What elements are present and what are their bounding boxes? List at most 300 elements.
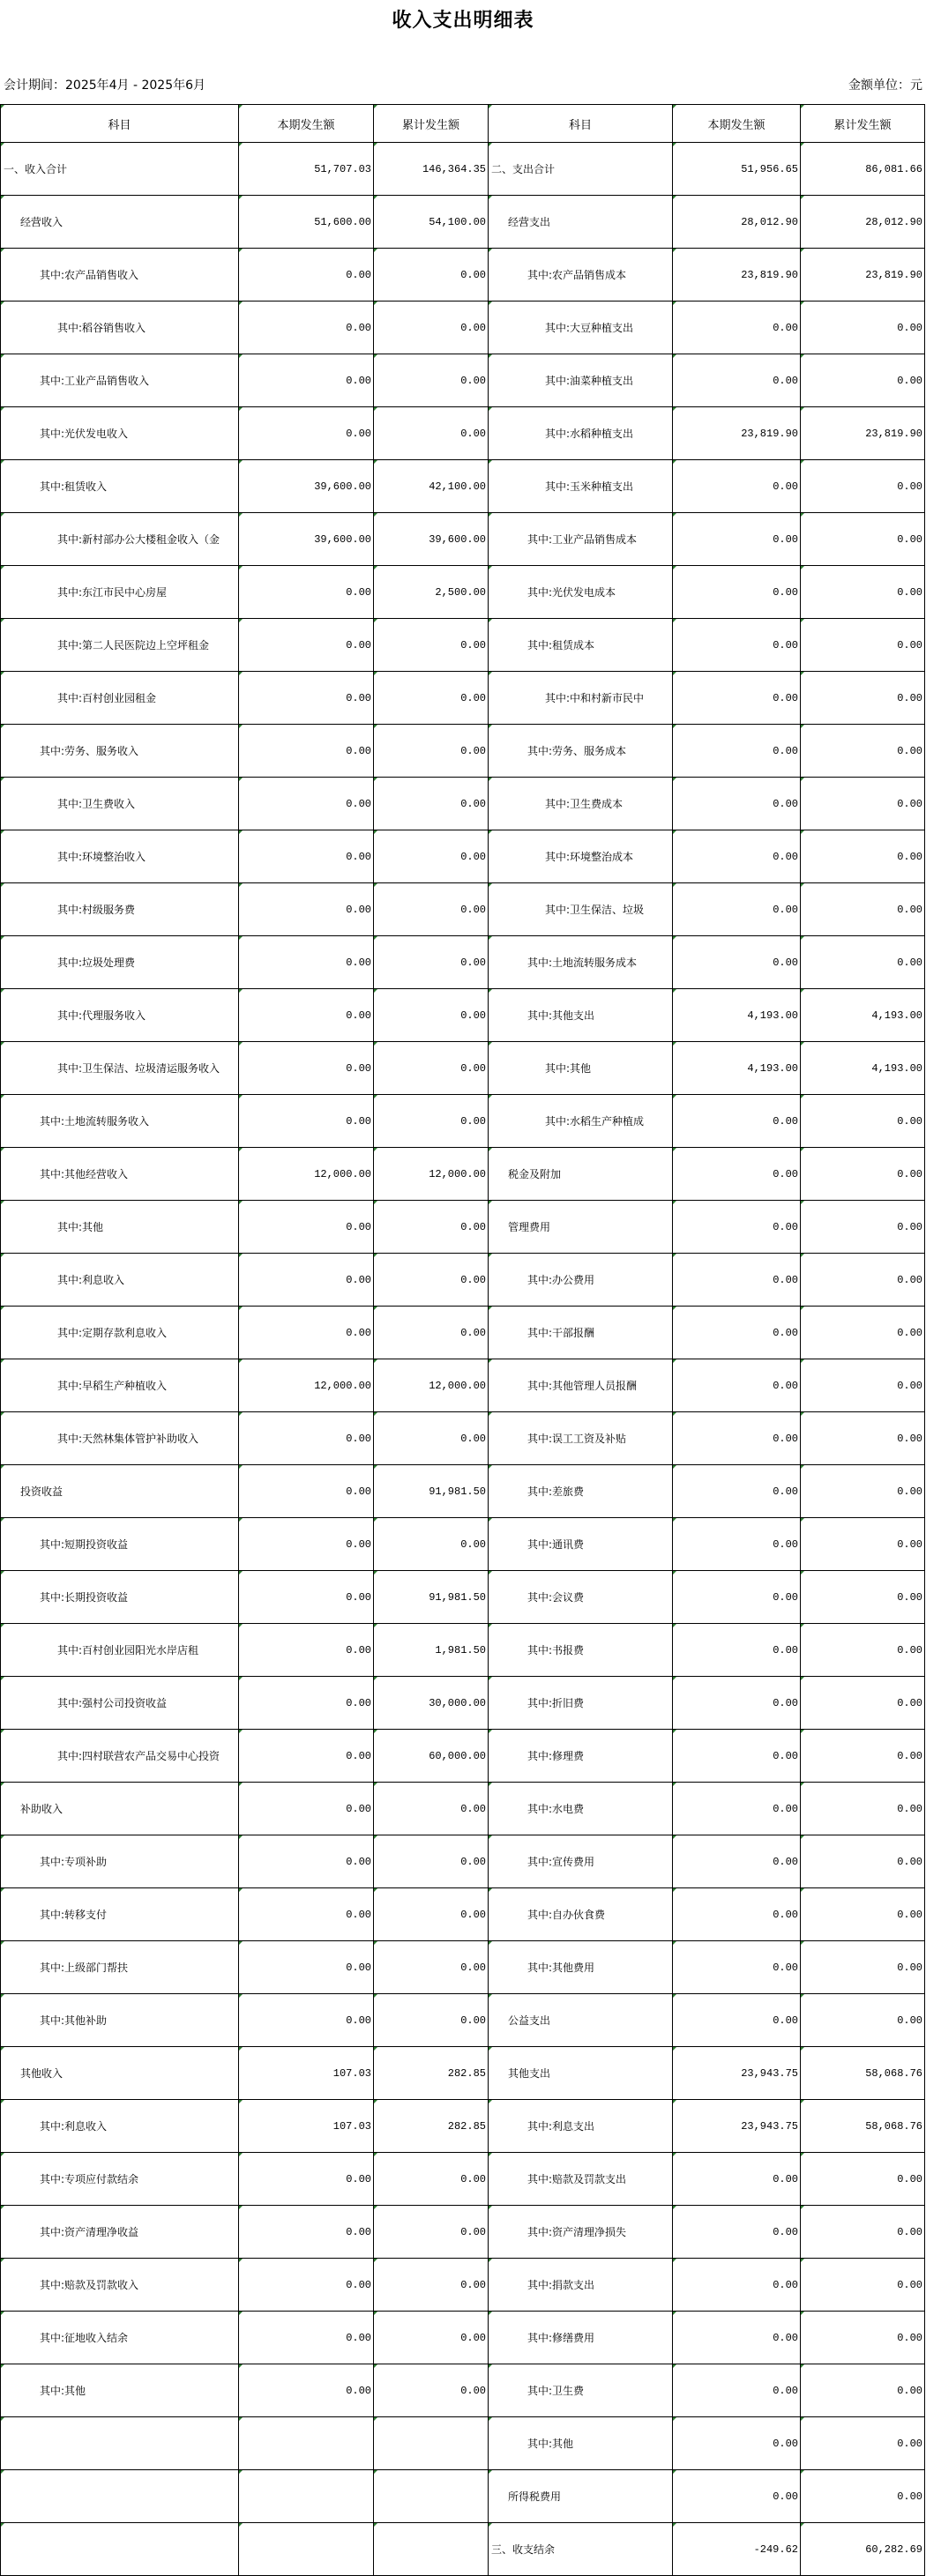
income-cumulative-cell: 0.00 <box>374 2259 489 2312</box>
income-current-cell: 0.00 <box>239 1465 374 1518</box>
income-cumulative-cell: 0.00 <box>374 2312 489 2364</box>
table-row <box>1 1888 925 1941</box>
expense-subject-cell: 公益支出 <box>489 1994 673 2047</box>
income-current-cell: 0.00 <box>239 1835 374 1888</box>
income-current-cell <box>239 2523 374 2576</box>
table-row <box>1 619 925 672</box>
expense-cumulative-cell: 0.00 <box>801 354 925 407</box>
income-subject-cell: 一、收入合计 <box>1 143 239 196</box>
expense-cumulative-cell: 0.00 <box>801 566 925 619</box>
table-row <box>1 989 925 1042</box>
income-current-cell: 0.00 <box>239 830 374 883</box>
table-row <box>1 2047 925 2100</box>
expense-cumulative-cell: 28,012.90 <box>801 196 925 249</box>
expense-subject-cell: 其中:中和村新市民中 <box>489 672 673 725</box>
expense-cumulative-cell: 86,081.66 <box>801 143 925 196</box>
header-expense-subject: 科目 <box>489 105 673 143</box>
expense-current-cell: 0.00 <box>673 1412 801 1465</box>
expense-subject-cell: 其中:修理费 <box>489 1730 673 1783</box>
income-subject-cell: 其中:早稻生产种植收入 <box>1 1359 239 1412</box>
income-cumulative-cell: 12,000.00 <box>374 1148 489 1201</box>
expense-cumulative-cell: 0.00 <box>801 1994 925 2047</box>
income-current-cell: 0.00 <box>239 778 374 830</box>
income-subject-cell: 其中:租赁收入 <box>1 460 239 513</box>
income-cumulative-cell: 0.00 <box>374 1307 489 1359</box>
income-current-cell: 0.00 <box>239 1095 374 1148</box>
expense-current-cell: 23,943.75 <box>673 2047 801 2100</box>
income-subject-cell: 投资收益 <box>1 1465 239 1518</box>
table-row <box>1 725 925 778</box>
expense-subject-cell: 经营支出 <box>489 196 673 249</box>
expense-cumulative-cell: 0.00 <box>801 2206 925 2259</box>
expense-cumulative-cell: 58,068.76 <box>801 2100 925 2153</box>
expense-current-cell: 0.00 <box>673 1835 801 1888</box>
table-row <box>1 196 925 249</box>
expense-subject-cell: 其中:其他 <box>489 2417 673 2470</box>
expense-current-cell: 0.00 <box>673 2417 801 2470</box>
income-subject-cell: 其中:劳务、服务收入 <box>1 725 239 778</box>
expense-cumulative-cell: 0.00 <box>801 672 925 725</box>
income-subject-cell: 其中:专项补助 <box>1 1835 239 1888</box>
expense-subject-cell: 其中:环境整治成本 <box>489 830 673 883</box>
income-current-cell: 0.00 <box>239 883 374 936</box>
income-cumulative-cell: 0.00 <box>374 778 489 830</box>
expense-subject-cell: 其中:通讯费 <box>489 1518 673 1571</box>
expense-subject-cell: 管理费用 <box>489 1201 673 1254</box>
income-subject-cell: 其中:赔款及罚款收入 <box>1 2259 239 2312</box>
income-subject-cell: 其中:四村联营农产品交易中心投资 <box>1 1730 239 1783</box>
income-current-cell: 0.00 <box>239 672 374 725</box>
table-row <box>1 513 925 566</box>
income-current-cell: 0.00 <box>239 1677 374 1730</box>
income-current-cell: 12,000.00 <box>239 1148 374 1201</box>
expense-subject-cell: 其中:工业产品销售成本 <box>489 513 673 566</box>
expense-cumulative-cell: 23,819.90 <box>801 407 925 460</box>
expense-subject-cell: 其中:利息支出 <box>489 2100 673 2153</box>
income-subject-cell: 其中:专项应付款结余 <box>1 2153 239 2206</box>
table-row <box>1 2470 925 2523</box>
expense-cumulative-cell: 0.00 <box>801 460 925 513</box>
expense-subject-cell: 其中:资产清理净损失 <box>489 2206 673 2259</box>
income-cumulative-cell: 146,364.35 <box>374 143 489 196</box>
income-current-cell: 0.00 <box>239 1307 374 1359</box>
income-subject-cell: 其中:村级服务费 <box>1 883 239 936</box>
income-cumulative-cell: 0.00 <box>374 249 489 302</box>
income-cumulative-cell: 0.00 <box>374 672 489 725</box>
income-current-cell: 0.00 <box>239 1994 374 2047</box>
income-subject-cell: 其中:代理服务收入 <box>1 989 239 1042</box>
expense-subject-cell: 其中:赔款及罚款支出 <box>489 2153 673 2206</box>
expense-current-cell: 0.00 <box>673 460 801 513</box>
income-subject-cell: 其中:百村创业园阳光水岸店租 <box>1 1624 239 1677</box>
currency-unit: 金额单位：元 <box>848 78 922 93</box>
expense-cumulative-cell: 0.00 <box>801 2417 925 2470</box>
expense-current-cell: 0.00 <box>673 513 801 566</box>
income-subject-cell: 其中:强村公司投资收益 <box>1 1677 239 1730</box>
expense-current-cell: 0.00 <box>673 830 801 883</box>
table-row <box>1 1201 925 1254</box>
income-cumulative-cell: 60,000.00 <box>374 1730 489 1783</box>
income-current-cell: 0.00 <box>239 1888 374 1941</box>
expense-subject-cell: 所得税费用 <box>489 2470 673 2523</box>
expense-current-cell: 0.00 <box>673 1254 801 1307</box>
income-current-cell: 0.00 <box>239 1730 374 1783</box>
expense-current-cell: 0.00 <box>673 1518 801 1571</box>
income-current-cell: 0.00 <box>239 1201 374 1254</box>
income-cumulative-cell: 0.00 <box>374 1095 489 1148</box>
table-row <box>1 2523 925 2576</box>
expense-subject-cell: 其中:卫生保洁、垃圾 <box>489 883 673 936</box>
income-current-cell: 0.00 <box>239 1042 374 1095</box>
expense-cumulative-cell: 0.00 <box>801 1571 925 1624</box>
expense-cumulative-cell: 0.00 <box>801 725 925 778</box>
expense-cumulative-cell: 0.00 <box>801 1730 925 1783</box>
income-cumulative-cell: 12,000.00 <box>374 1359 489 1412</box>
income-current-cell: 39,600.00 <box>239 513 374 566</box>
income-subject-cell: 其中:利息收入 <box>1 2100 239 2153</box>
expense-current-cell: 0.00 <box>673 1624 801 1677</box>
expense-subject-cell: 其中:其他 <box>489 1042 673 1095</box>
income-cumulative-cell: 0.00 <box>374 1835 489 1888</box>
expense-subject-cell: 其中:干部报酬 <box>489 1307 673 1359</box>
expense-current-cell: 0.00 <box>673 778 801 830</box>
income-current-cell: 0.00 <box>239 2153 374 2206</box>
income-subject-cell: 其中:天然林集体管护补助收入 <box>1 1412 239 1465</box>
income-cumulative-cell: 0.00 <box>374 1888 489 1941</box>
income-current-cell: 0.00 <box>239 2259 374 2312</box>
expense-cumulative-cell: 0.00 <box>801 1095 925 1148</box>
table-row <box>1 1994 925 2047</box>
expense-subject-cell: 其中:卫生费成本 <box>489 778 673 830</box>
expense-cumulative-cell: 0.00 <box>801 1148 925 1201</box>
income-subject-cell: 其中:光伏发电收入 <box>1 407 239 460</box>
income-subject-cell: 其中:工业产品销售收入 <box>1 354 239 407</box>
expense-subject-cell: 其中:土地流转服务成本 <box>489 936 673 989</box>
income-current-cell: 0.00 <box>239 1254 374 1307</box>
expense-cumulative-cell: 0.00 <box>801 2153 925 2206</box>
expense-cumulative-cell: 0.00 <box>801 1201 925 1254</box>
income-expense-table <box>0 104 925 2576</box>
expense-current-cell: 0.00 <box>673 672 801 725</box>
table-row <box>1 1307 925 1359</box>
income-cumulative-cell: 0.00 <box>374 830 489 883</box>
table-row <box>1 1571 925 1624</box>
expense-cumulative-cell: 0.00 <box>801 1254 925 1307</box>
income-current-cell <box>239 2470 374 2523</box>
expense-current-cell: 23,943.75 <box>673 2100 801 2153</box>
income-cumulative-cell <box>374 2470 489 2523</box>
expense-current-cell: 0.00 <box>673 2364 801 2417</box>
expense-current-cell: 0.00 <box>673 2312 801 2364</box>
income-current-cell: 0.00 <box>239 2312 374 2364</box>
expense-current-cell: 28,012.90 <box>673 196 801 249</box>
income-current-cell: 0.00 <box>239 2206 374 2259</box>
table-row <box>1 354 925 407</box>
income-subject-cell: 其中:定期存款利息收入 <box>1 1307 239 1359</box>
income-subject-cell <box>1 2523 239 2576</box>
expense-subject-cell: 其中:书报费 <box>489 1624 673 1677</box>
expense-subject-cell: 其中:其他费用 <box>489 1941 673 1994</box>
income-cumulative-cell <box>374 2417 489 2470</box>
income-cumulative-cell: 0.00 <box>374 302 489 354</box>
expense-current-cell: 0.00 <box>673 725 801 778</box>
income-cumulative-cell: 39,600.00 <box>374 513 489 566</box>
income-subject-cell: 其中:新村部办公大楼租金收入（金 <box>1 513 239 566</box>
expense-current-cell: 23,819.90 <box>673 249 801 302</box>
expense-cumulative-cell: 0.00 <box>801 1941 925 1994</box>
income-subject-cell <box>1 2470 239 2523</box>
expense-cumulative-cell: 0.00 <box>801 2470 925 2523</box>
expense-cumulative-cell: 4,193.00 <box>801 989 925 1042</box>
expense-subject-cell: 其中:卫生费 <box>489 2364 673 2417</box>
table-row <box>1 143 925 196</box>
expense-current-cell: 4,193.00 <box>673 989 801 1042</box>
expense-current-cell: 0.00 <box>673 1307 801 1359</box>
expense-cumulative-cell: 0.00 <box>801 1359 925 1412</box>
income-cumulative-cell: 0.00 <box>374 1941 489 1994</box>
income-current-cell: 0.00 <box>239 1571 374 1624</box>
income-cumulative-cell <box>374 2523 489 2576</box>
expense-subject-cell: 其中:油菜种植支出 <box>489 354 673 407</box>
income-subject-cell: 其中:利息收入 <box>1 1254 239 1307</box>
table-row <box>1 249 925 302</box>
table-row <box>1 672 925 725</box>
income-cumulative-cell: 0.00 <box>374 1994 489 2047</box>
income-current-cell: 0.00 <box>239 566 374 619</box>
expense-subject-cell: 其中:修缮费用 <box>489 2312 673 2364</box>
expense-cumulative-cell: 0.00 <box>801 1888 925 1941</box>
income-current-cell: 51,600.00 <box>239 196 374 249</box>
expense-current-cell: 0.00 <box>673 1148 801 1201</box>
expense-current-cell: 0.00 <box>673 566 801 619</box>
income-subject-cell <box>1 2417 239 2470</box>
expense-current-cell: 0.00 <box>673 1888 801 1941</box>
income-subject-cell: 其中:其他 <box>1 2364 239 2417</box>
expense-subject-cell: 其中:折旧费 <box>489 1677 673 1730</box>
income-subject-cell: 其中:百村创业园租金 <box>1 672 239 725</box>
expense-current-cell: 4,193.00 <box>673 1042 801 1095</box>
table-row <box>1 1359 925 1412</box>
income-subject-cell: 其中:稻谷销售收入 <box>1 302 239 354</box>
expense-cumulative-cell: 0.00 <box>801 302 925 354</box>
expense-current-cell: 0.00 <box>673 2153 801 2206</box>
income-cumulative-cell: 91,981.50 <box>374 1571 489 1624</box>
income-cumulative-cell: 0.00 <box>374 936 489 989</box>
expense-cumulative-cell: 0.00 <box>801 1783 925 1835</box>
table-row <box>1 2364 925 2417</box>
expense-cumulative-cell: 4,193.00 <box>801 1042 925 1095</box>
expense-cumulative-cell: 0.00 <box>801 1624 925 1677</box>
income-current-cell: 0.00 <box>239 1783 374 1835</box>
income-current-cell: 0.00 <box>239 1624 374 1677</box>
table-row <box>1 1465 925 1518</box>
table-row <box>1 566 925 619</box>
table-row <box>1 830 925 883</box>
table-row <box>1 2417 925 2470</box>
expense-current-cell: 0.00 <box>673 1677 801 1730</box>
expense-subject-cell: 其中:自办伙食费 <box>489 1888 673 1941</box>
expense-current-cell: 0.00 <box>673 2470 801 2523</box>
expense-current-cell: 0.00 <box>673 2259 801 2312</box>
table-row <box>1 1677 925 1730</box>
expense-subject-cell: 其中:差旅费 <box>489 1465 673 1518</box>
income-cumulative-cell: 54,100.00 <box>374 196 489 249</box>
income-current-cell: 107.03 <box>239 2047 374 2100</box>
expense-subject-cell: 其中:劳务、服务成本 <box>489 725 673 778</box>
expense-cumulative-cell: 0.00 <box>801 2312 925 2364</box>
page-title: 收入支出明细表 <box>392 10 534 32</box>
income-cumulative-cell: 1,981.50 <box>374 1624 489 1677</box>
table-row <box>1 1254 925 1307</box>
expense-cumulative-cell: 0.00 <box>801 1677 925 1730</box>
expense-current-cell: 0.00 <box>673 1201 801 1254</box>
header-expense-cumulative: 累计发生额 <box>801 105 925 143</box>
income-subject-cell: 其中:其他经营收入 <box>1 1148 239 1201</box>
income-subject-cell: 其中:第二人民医院边上空坪租金 <box>1 619 239 672</box>
income-subject-cell: 其中:短期投资收益 <box>1 1518 239 1571</box>
income-cumulative-cell: 0.00 <box>374 1783 489 1835</box>
income-subject-cell: 其中:资产清理净收益 <box>1 2206 239 2259</box>
income-cumulative-cell: 91,981.50 <box>374 1465 489 1518</box>
income-subject-cell: 其中:农产品销售收入 <box>1 249 239 302</box>
expense-current-cell: 0.00 <box>673 1783 801 1835</box>
income-cumulative-cell: 0.00 <box>374 2206 489 2259</box>
income-cumulative-cell: 2,500.00 <box>374 566 489 619</box>
expense-current-cell: 51,956.65 <box>673 143 801 196</box>
expense-subject-cell: 其中:办公费用 <box>489 1254 673 1307</box>
income-current-cell: 0.00 <box>239 989 374 1042</box>
expense-current-cell: 23,819.90 <box>673 407 801 460</box>
expense-cumulative-cell: 0.00 <box>801 1518 925 1571</box>
income-subject-cell: 其中:东江市民中心房屋 <box>1 566 239 619</box>
expense-cumulative-cell: 60,282.69 <box>801 2523 925 2576</box>
income-current-cell: 0.00 <box>239 936 374 989</box>
table-row <box>1 302 925 354</box>
income-subject-cell: 补助收入 <box>1 1783 239 1835</box>
header-income-subject: 科目 <box>1 105 239 143</box>
income-subject-cell: 其中:卫生费收入 <box>1 778 239 830</box>
expense-subject-cell: 其中:大豆种植支出 <box>489 302 673 354</box>
table-row <box>1 1095 925 1148</box>
income-current-cell: 107.03 <box>239 2100 374 2153</box>
table-row <box>1 1783 925 1835</box>
income-current-cell: 0.00 <box>239 354 374 407</box>
expense-current-cell: 0.00 <box>673 1095 801 1148</box>
income-current-cell: 0.00 <box>239 1941 374 1994</box>
table-row <box>1 407 925 460</box>
header-expense-current: 本期发生额 <box>673 105 801 143</box>
income-cumulative-cell: 0.00 <box>374 1042 489 1095</box>
income-cumulative-cell: 0.00 <box>374 883 489 936</box>
expense-current-cell: 0.00 <box>673 1359 801 1412</box>
table-row <box>1 2100 925 2153</box>
expense-cumulative-cell: 0.00 <box>801 1835 925 1888</box>
expense-subject-cell: 其中:农产品销售成本 <box>489 249 673 302</box>
income-cumulative-cell: 0.00 <box>374 2153 489 2206</box>
income-current-cell: 12,000.00 <box>239 1359 374 1412</box>
expense-current-cell: 0.00 <box>673 1465 801 1518</box>
income-subject-cell: 其中:转移支付 <box>1 1888 239 1941</box>
expense-subject-cell: 其中:其他管理人员报酬 <box>489 1359 673 1412</box>
report-meta <box>4 76 922 93</box>
income-current-cell: 0.00 <box>239 407 374 460</box>
income-cumulative-cell: 0.00 <box>374 1254 489 1307</box>
expense-current-cell: 0.00 <box>673 354 801 407</box>
header-income-cumulative: 累计发生额 <box>374 105 489 143</box>
income-subject-cell: 经营收入 <box>1 196 239 249</box>
income-current-cell: 0.00 <box>239 725 374 778</box>
table-row <box>1 1730 925 1783</box>
table-row <box>1 2206 925 2259</box>
expense-current-cell: 0.00 <box>673 619 801 672</box>
income-current-cell: 0.00 <box>239 1412 374 1465</box>
accounting-period: 会计期间：2025年4月 - 2025年6月 <box>4 78 206 93</box>
expense-subject-cell: 其中:误工工资及补贴 <box>489 1412 673 1465</box>
income-current-cell: 0.00 <box>239 619 374 672</box>
table-row <box>1 460 925 513</box>
table-body <box>1 143 925 2576</box>
income-subject-cell: 其中:其他 <box>1 1201 239 1254</box>
income-subject-cell: 其中:土地流转服务收入 <box>1 1095 239 1148</box>
income-subject-cell: 其中:上级部门帮扶 <box>1 1941 239 1994</box>
expense-cumulative-cell: 0.00 <box>801 2364 925 2417</box>
expense-subject-cell: 其中:水稻种植支出 <box>489 407 673 460</box>
expense-current-cell: -249.62 <box>673 2523 801 2576</box>
expense-current-cell: 0.00 <box>673 1730 801 1783</box>
income-cumulative-cell: 0.00 <box>374 619 489 672</box>
expense-subject-cell: 其中:光伏发电成本 <box>489 566 673 619</box>
income-cumulative-cell: 0.00 <box>374 407 489 460</box>
income-cumulative-cell: 282.85 <box>374 2100 489 2153</box>
expense-cumulative-cell: 58,068.76 <box>801 2047 925 2100</box>
table-row <box>1 1941 925 1994</box>
income-cumulative-cell: 0.00 <box>374 1518 489 1571</box>
expense-subject-cell: 二、支出合计 <box>489 143 673 196</box>
expense-current-cell: 0.00 <box>673 1571 801 1624</box>
income-subject-cell: 其中:征地收入结余 <box>1 2312 239 2364</box>
table-row <box>1 883 925 936</box>
income-current-cell: 39,600.00 <box>239 460 374 513</box>
expense-cumulative-cell: 0.00 <box>801 830 925 883</box>
expense-subject-cell: 其中:水稻生产种植成 <box>489 1095 673 1148</box>
expense-cumulative-cell: 0.00 <box>801 513 925 566</box>
income-current-cell: 51,707.03 <box>239 143 374 196</box>
expense-current-cell: 0.00 <box>673 2206 801 2259</box>
expense-subject-cell: 其他支出 <box>489 2047 673 2100</box>
income-cumulative-cell: 0.00 <box>374 2364 489 2417</box>
income-subject-cell: 其中:其他补助 <box>1 1994 239 2047</box>
expense-subject-cell: 其中:其他支出 <box>489 989 673 1042</box>
expense-current-cell: 0.00 <box>673 302 801 354</box>
expense-subject-cell: 税金及附加 <box>489 1148 673 1201</box>
expense-cumulative-cell: 0.00 <box>801 1465 925 1518</box>
income-subject-cell: 其中:长期投资收益 <box>1 1571 239 1624</box>
expense-subject-cell: 其中:租赁成本 <box>489 619 673 672</box>
table-header-row <box>1 105 925 143</box>
expense-subject-cell: 其中:捐款支出 <box>489 2259 673 2312</box>
table-row <box>1 2312 925 2364</box>
expense-current-cell: 0.00 <box>673 1994 801 2047</box>
table-row <box>1 936 925 989</box>
table-row <box>1 1624 925 1677</box>
income-cumulative-cell: 30,000.00 <box>374 1677 489 1730</box>
expense-subject-cell: 其中:水电费 <box>489 1783 673 1835</box>
income-current-cell: 0.00 <box>239 302 374 354</box>
expense-subject-cell: 其中:玉米种植支出 <box>489 460 673 513</box>
income-subject-cell: 其他收入 <box>1 2047 239 2100</box>
income-subject-cell: 其中:卫生保洁、垃圾清运服务收入 <box>1 1042 239 1095</box>
income-current-cell <box>239 2417 374 2470</box>
